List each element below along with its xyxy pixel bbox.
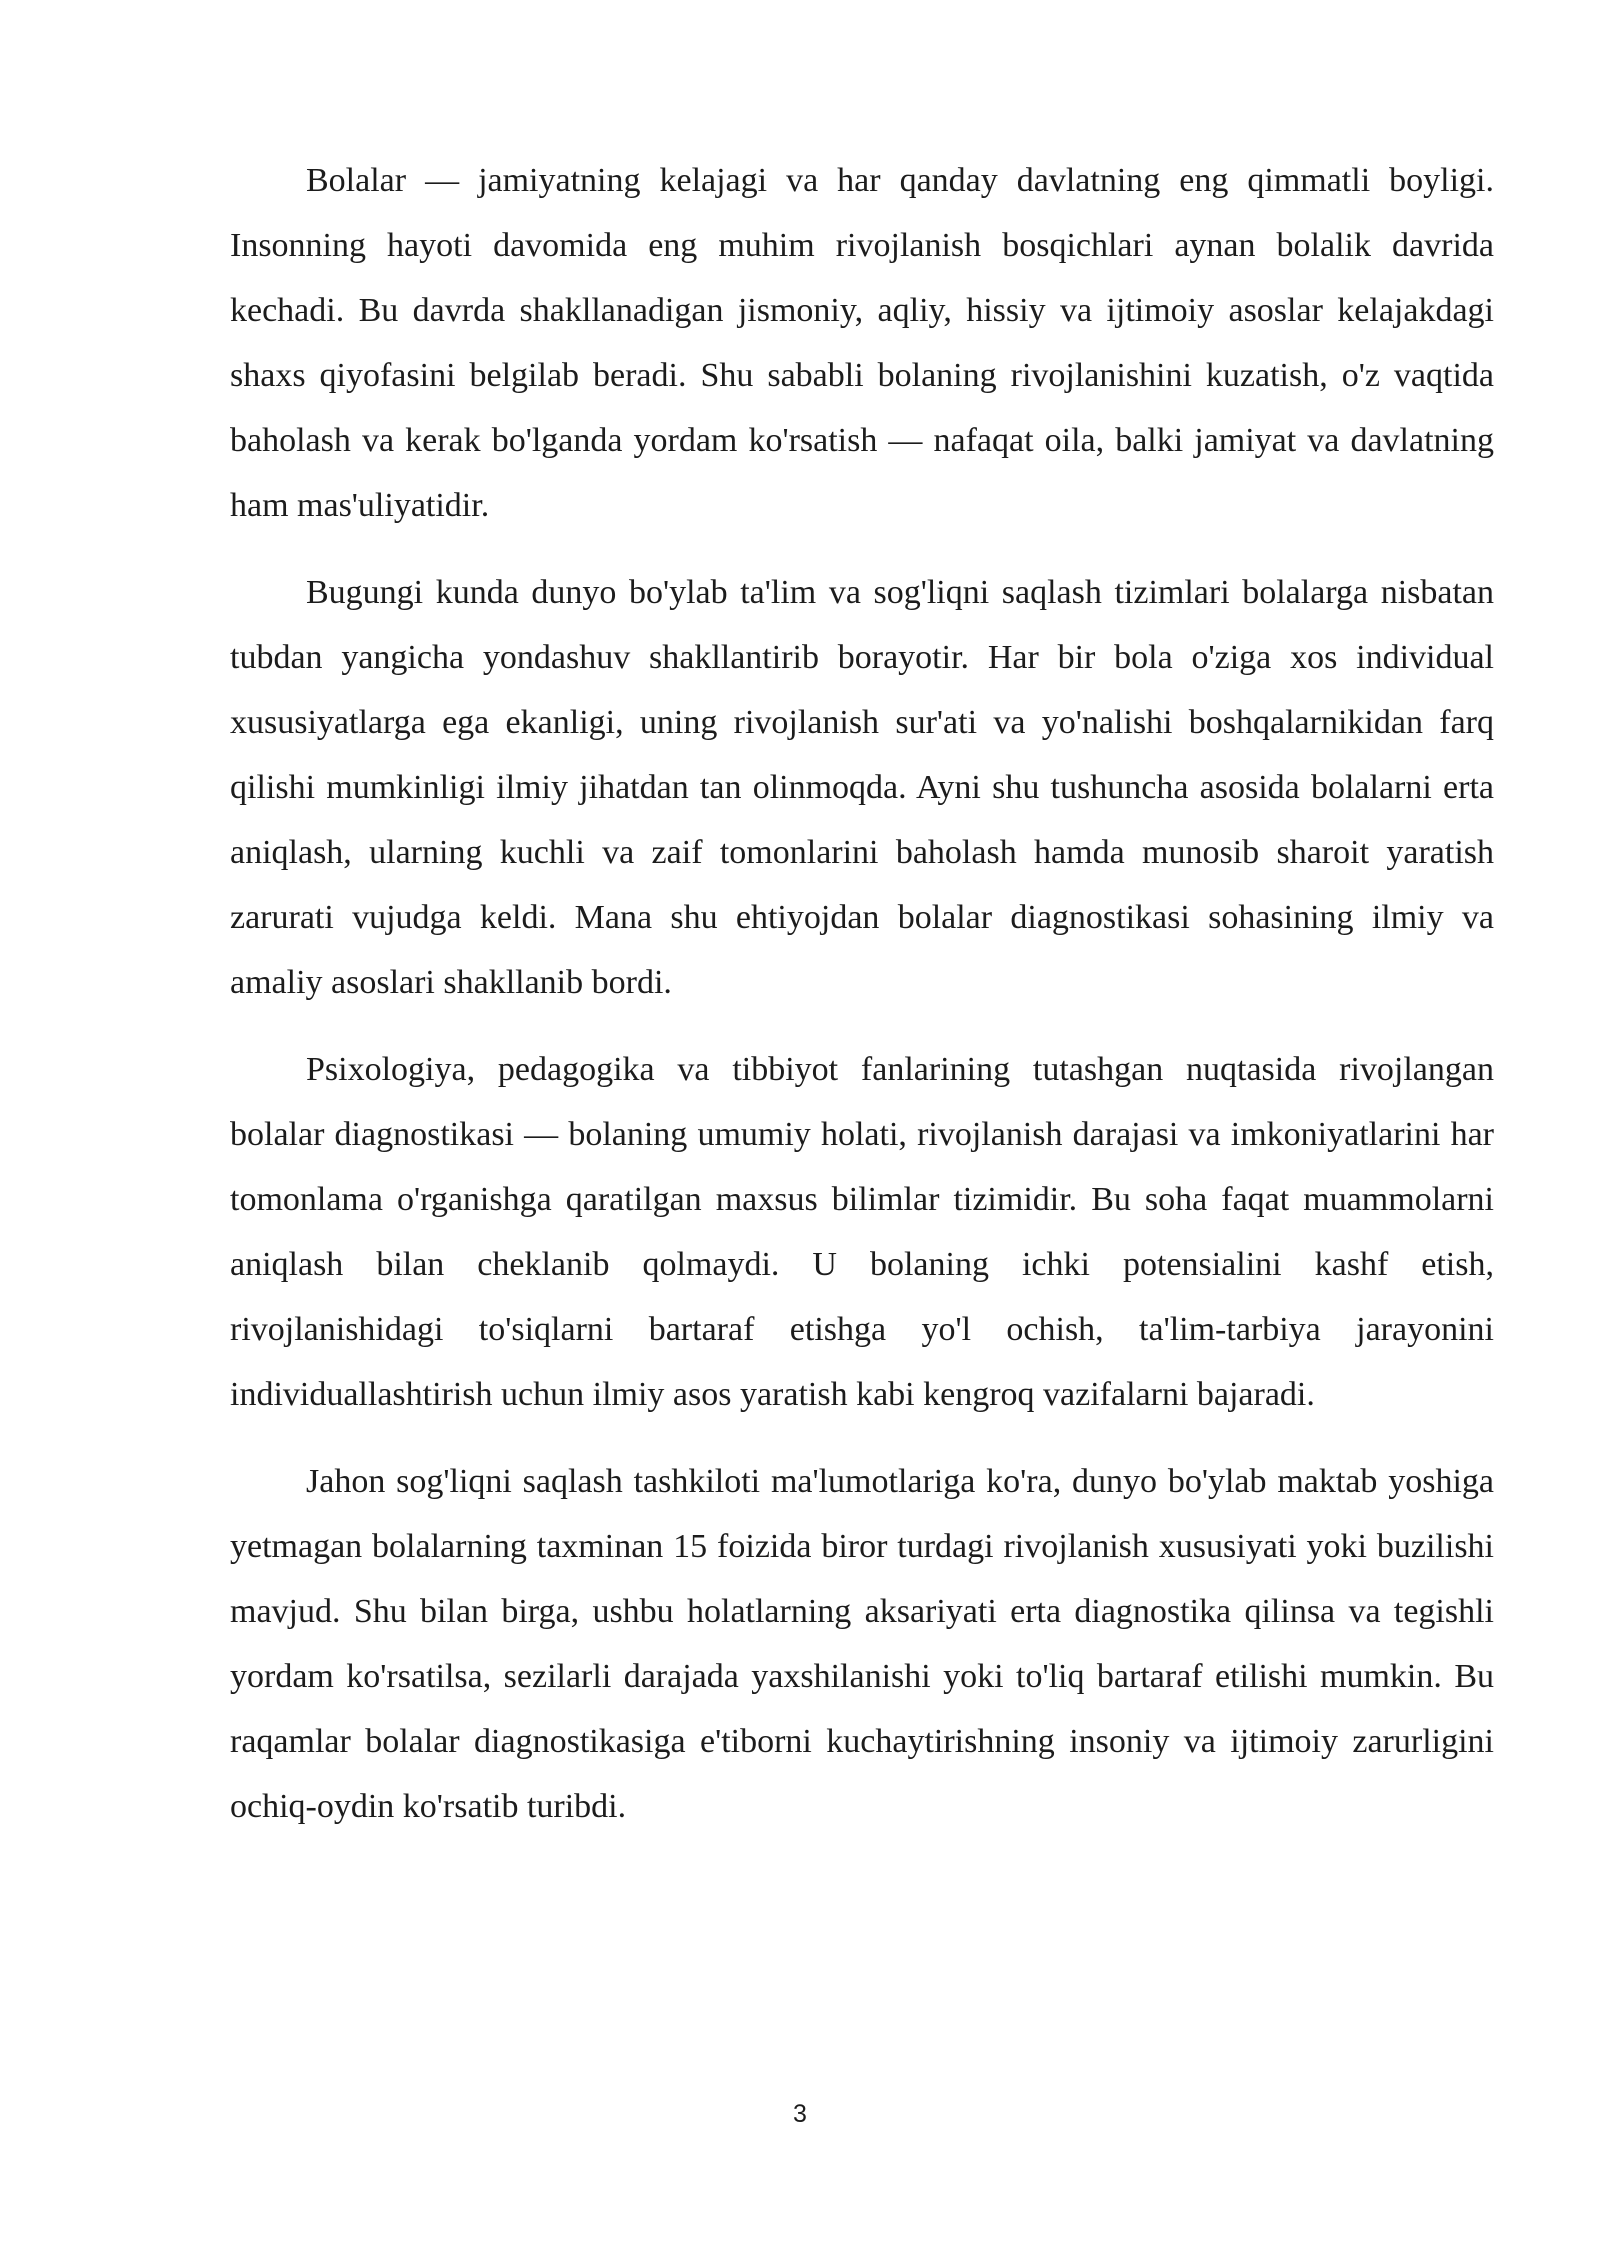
- paragraph-3: Psixologiya, pedagogika va tibbiyot fanlarining tutashgan nuqtasida rivojlangan bolalar diagnostikasi — bolaning umumiy holati, rivojlanish darajasi va imkoniyatlarini har tomonlama o'rganishga qaratilgan maxsus bilimlar tizimidir. Bu soha faqat muammolarni aniqlash bilan cheklanib qolmaydi. U bolaning ichki potensialini kashf etish, rivojlanishidagi to'siqlarni bartaraf etishga yo'l ochish, ta'lim-tarbiya jarayonini individuallashtirish uchun ilmiy asos yaratish kabi kengroq vazifalarni bajaradi.: [230, 1051, 1494, 1413]
- paragraph-1: Bolalar — jamiyatning kelajagi va har qanday davlatning eng qimmatli boyligi. Insonning hayoti davomida eng muhim rivojlanish bosqichlari aynan bolalik davrida kechadi. Bu davrda shakllanadigan jismoniy, aqliy, hissiy va ijtimoiy asoslar kelajakdagi shaxs qiyofasini belgilab beradi. Shu sababli bolaning rivojlanishini kuzatish, o'z vaqtida baholash va kerak bo'lganda yordam ko'rsatish — nafaqat oila, balki jamiyat va davlatning ham mas'uliyatidir.: [230, 162, 1494, 524]
- page-body: [230, 148, 1494, 1861]
- paragraph-4: Jahon sog'liqni saqlash tashkiloti ma'lumotlariga ko'ra, dunyo bo'ylab maktab yoshiga yetmagan bolalarning taxminan 15 foizida biror turdagi rivojlanish xususiyati yoki buzilishi mavjud. Shu bilan birga, ushbu holatlarning aksariyati erta diagnostika qilinsa va tegishli yordam ko'rsatilsa, sezilarli darajada yaxshilanishi yoki to'liq bartaraf etilishi mumkin. Bu raqamlar bolalar diagnostikasiga e'tiborni kuchaytirishning insoniy va ijtimoiy zarurligini ochiq-oydin ko'rsatib turibdi.: [230, 1463, 1494, 1825]
- paragraph-2: Bugungi kunda dunyo bo'ylab ta'lim va sog'liqni saqlash tizimlari bolalarga nisbatan tubdan yangicha yondashuv shakllantirib borayotir. Har bir bola o'ziga xos individual xususiyatlarga ega ekanligi, uning rivojlanish sur'ati va yo'nalishi boshqalarnikidan farq qilishi mumkinligi ilmiy jihatdan tan olinmoqda. Ayni shu tushuncha asosida bolalarni erta aniqlash, ularning kuchli va zaif tomonlarini baholash hamda munosib sharoit yaratish zarurati vujudga keldi. Mana shu ehtiyojdan bolalar diagnostikasi sohasining ilmiy va amaliy asoslari shakllanib bordi.: [230, 574, 1494, 1001]
- page-number: 3: [793, 2100, 807, 2128]
